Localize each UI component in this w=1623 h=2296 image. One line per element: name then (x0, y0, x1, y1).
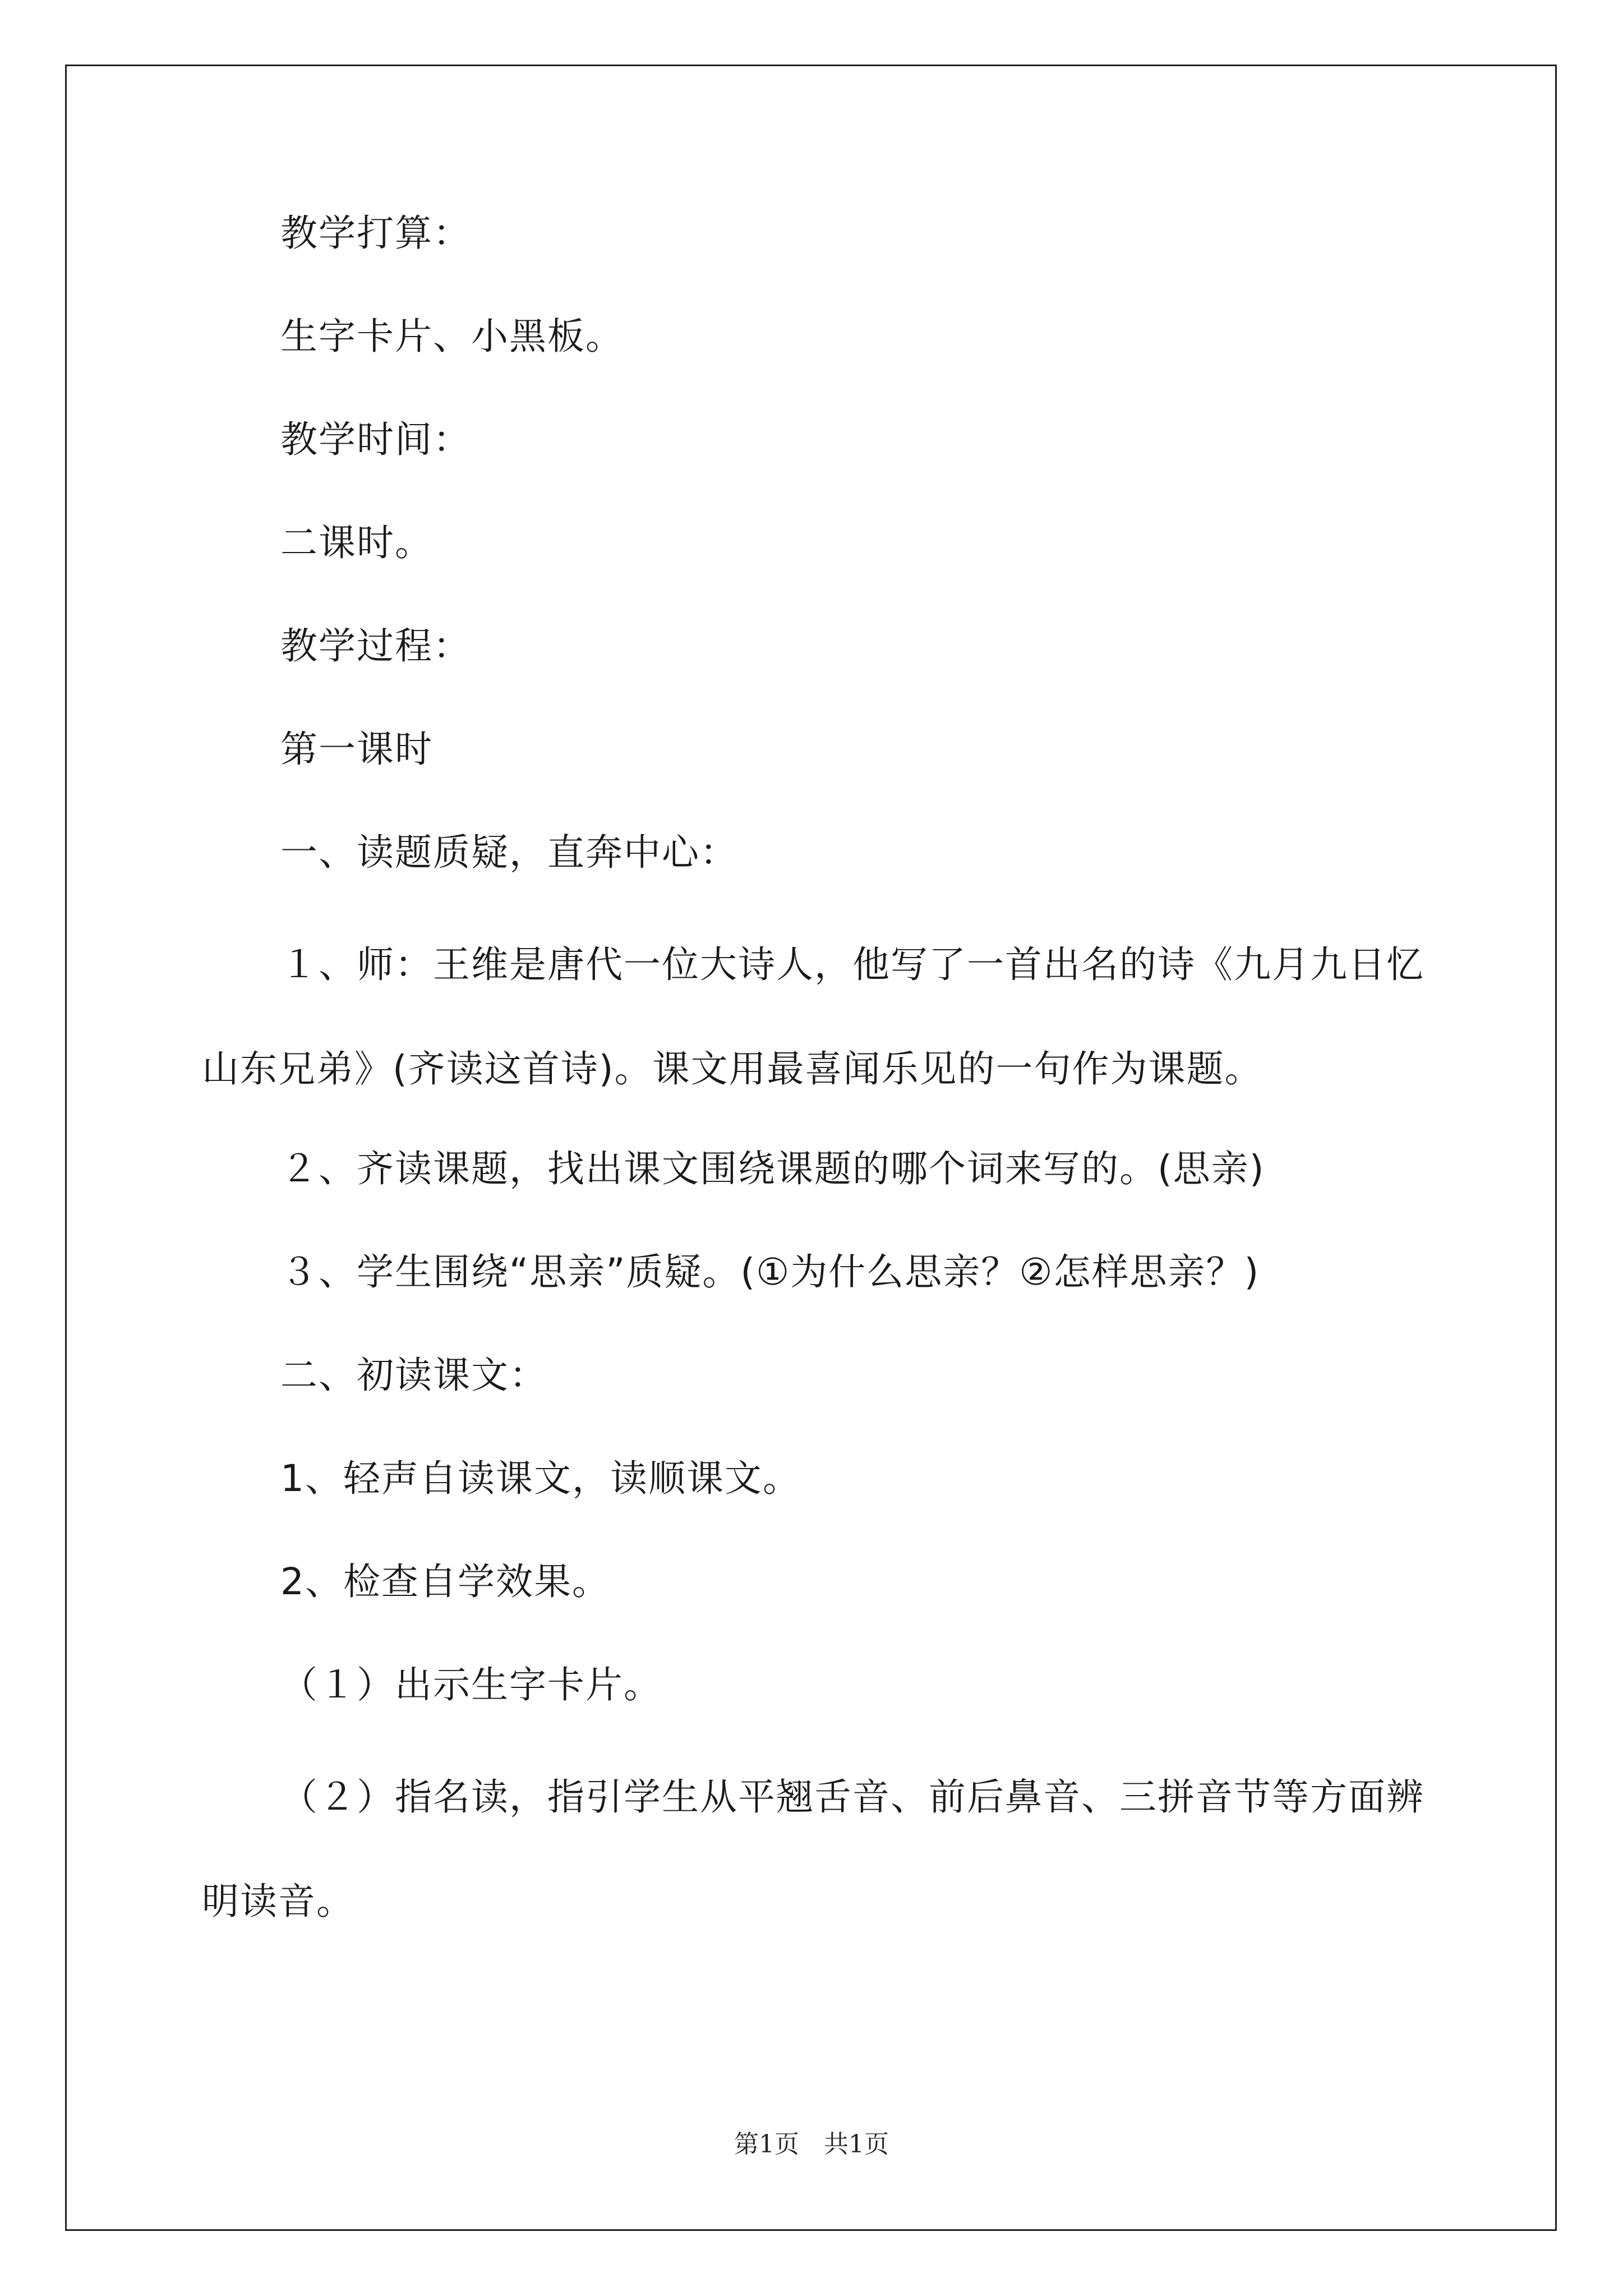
paragraph-6: 第一课时 (280, 728, 433, 771)
paragraph-12: 1、轻声自读课文，读顺课文。 (280, 1457, 801, 1500)
paragraph-1: 教学打算： (280, 211, 471, 255)
paragraph-13: 2、检查自学效果。 (280, 1560, 610, 1603)
paragraph-9: ２、齐读课题，找出课文围绕课题的哪个词来写的。(思亲) (280, 1147, 1265, 1190)
paragraph-15: （２）指名读，指引学生从平翘舌音、前后鼻音、三拼音节等方面辨明读音。 (202, 1775, 1424, 1923)
paragraph-4: 二课时。 (280, 521, 433, 564)
paragraph-14: （１）出示生字卡片。 (280, 1663, 662, 1706)
paragraph-8: １、师：王维是唐代一位大诗人，他写了一首出名的诗《九月九日忆山东兄弟》(齐读这首诗)。课文用最喜闻乐见的一句作为课题。 (202, 943, 1424, 1091)
paragraph-11: 二、初读课文： (280, 1354, 547, 1397)
page-footer: 第1页 共1页 (734, 2130, 889, 2159)
paragraph-7: 一、读题质疑，直奔中心： (280, 831, 738, 874)
paragraph-5: 教学过程： (280, 624, 471, 668)
paragraph-2: 生字卡片、小黑板。 (280, 315, 624, 358)
paragraph-10: ３、学生围绕“思亲”质疑。(①为什么思亲？②怎样思亲？) (280, 1250, 1260, 1294)
paragraph-3: 教学时间： (280, 418, 471, 461)
